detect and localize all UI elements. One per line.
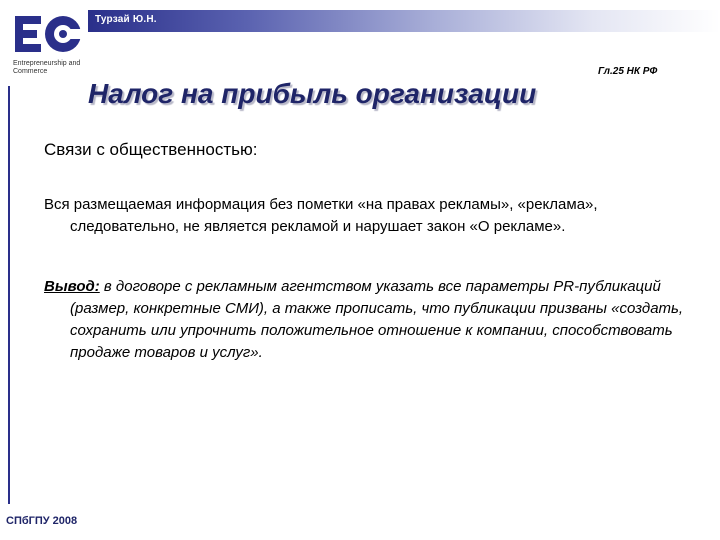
conclusion-label: Вывод: bbox=[44, 278, 100, 295]
ec-logo bbox=[13, 12, 83, 56]
section-subtitle: Связи с общественностью: bbox=[44, 140, 258, 159]
author-name: Турзай Ю.Н. bbox=[95, 14, 157, 25]
slide-title: Налог на прибыль организации bbox=[88, 78, 537, 109]
paragraph-info: Вся размещаемая информация без пометки «на правах рекламы», «реклама», следовательно, не является рекламой и нарушает закон «О рекламе». bbox=[44, 196, 598, 235]
header-bar bbox=[88, 10, 720, 32]
left-divider bbox=[8, 86, 10, 504]
conclusion-text: в договоре с рекламным агентством указать все параметры PR-публикаций (размер, конкретные СМИ), а также прописать, что публикации призваны «создать, сохранить или упрочнить положительное отношение к компании, способствовать продаже товаров и услуг». bbox=[70, 278, 684, 361]
chapter-reference: Гл.25 НК РФ bbox=[598, 66, 658, 77]
footer-text: СПбГПУ 2008 bbox=[6, 515, 78, 527]
logo-subtitle: Entrepreneurship and Commerce bbox=[13, 60, 81, 75]
paragraph-conclusion bbox=[44, 276, 700, 364]
